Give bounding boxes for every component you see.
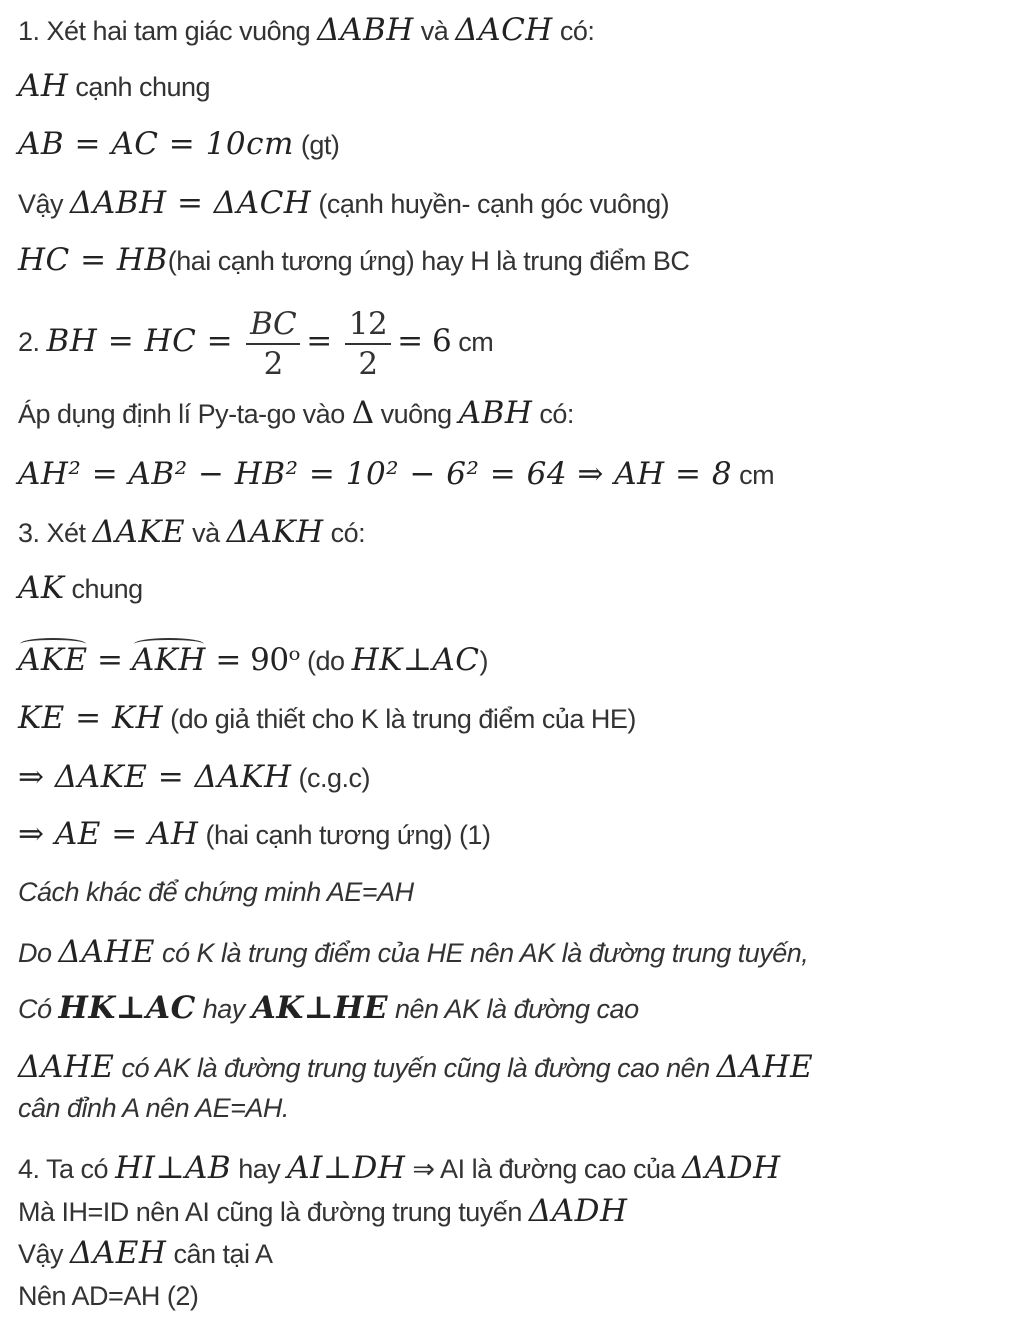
text: chung <box>64 574 143 604</box>
text: Vậy <box>18 1239 71 1269</box>
line-4 <box>18 183 669 224</box>
text: 3. Xét <box>18 518 93 548</box>
line-5 <box>18 240 689 281</box>
math: HK⊥AC <box>58 990 196 1026</box>
text: 1. Xét hai tam giác vuông <box>18 16 318 46</box>
line-8 <box>18 454 774 495</box>
math: = 6 <box>397 323 452 359</box>
fraction-12-over-2 <box>345 305 391 383</box>
line-18 <box>18 1047 813 1088</box>
line-6 <box>18 296 493 387</box>
math: AK⊥HE <box>251 990 388 1026</box>
text: (do giả thiết cho K là trung điểm của HE) <box>163 704 636 734</box>
numerator: 12 <box>345 305 391 345</box>
text: Mà IH=ID nên AI cũng là đường trung tuyến <box>18 1197 529 1227</box>
math: = 90ᵒ <box>205 642 301 678</box>
equals: = <box>87 642 132 678</box>
text: 4. Ta có <box>18 1154 116 1184</box>
text: ⇒ AI là đường cao của <box>405 1154 682 1184</box>
text: 2. <box>18 327 47 357</box>
text: có AK là đường trung tuyến cũng là đường cao nên <box>114 1053 717 1083</box>
text: cạnh chung <box>68 72 211 102</box>
math: ΔAHE <box>58 934 155 970</box>
angle-ake: AKE <box>18 642 88 678</box>
text: nên AK là đường cao <box>387 994 639 1024</box>
text: Áp dụng định lí Py-ta-go vào <box>18 399 352 429</box>
math: ΔABH = ΔACH <box>70 185 312 221</box>
math: HC = HB <box>18 242 168 278</box>
line-22 <box>18 1233 273 1274</box>
text: Do <box>18 938 59 968</box>
text: (hai cạnh tương ứng) (1) <box>198 820 491 850</box>
math: HK⊥AC <box>351 642 480 678</box>
math: ΔAHE <box>18 1049 115 1085</box>
text: (gt) <box>293 130 340 160</box>
line-13 <box>18 757 370 798</box>
text: (do <box>300 646 352 676</box>
text: (c.g.c) <box>291 763 371 793</box>
text: cm <box>732 460 775 490</box>
line-15 <box>18 872 414 912</box>
line-10 <box>18 568 143 609</box>
equals: = <box>306 323 332 359</box>
line-3 <box>18 124 339 165</box>
math: ΔAHE <box>716 1049 814 1085</box>
math: ⇒ AE = AH <box>18 816 199 852</box>
numerator: BC <box>246 305 300 345</box>
text: và <box>185 518 227 548</box>
line-12 <box>18 698 636 739</box>
math: ⇒ ΔAKE = ΔAKH <box>18 759 292 795</box>
math: AI⊥DH <box>287 1150 406 1186</box>
math: ΔACH <box>455 12 553 48</box>
math: Δ <box>351 395 374 431</box>
math: ΔADH <box>681 1150 781 1186</box>
line-1 <box>18 10 594 51</box>
text: có: <box>323 518 366 548</box>
line-7 <box>18 393 574 434</box>
text: Cách khác để chứng minh AE=AH <box>18 877 414 907</box>
text: Có <box>18 994 59 1024</box>
fraction-bc-over-2 <box>246 305 300 383</box>
denominator: 2 <box>263 345 283 382</box>
text: cân đỉnh A nên AE=AH. <box>18 1093 289 1123</box>
line-11 <box>18 640 488 681</box>
math: AH <box>18 68 69 104</box>
math: HI⊥AB <box>115 1150 232 1186</box>
line-20 <box>18 1148 781 1189</box>
text: cân tại A <box>166 1239 273 1269</box>
math: ΔAKH <box>226 514 324 550</box>
text: vuông <box>373 399 459 429</box>
math: KE = KH <box>18 700 164 736</box>
text: và <box>413 16 456 46</box>
denominator: 2 <box>358 345 378 382</box>
math: BH = HC = <box>46 323 234 359</box>
math: ΔAKE <box>92 514 186 550</box>
text: cm <box>451 327 494 357</box>
math: AK <box>18 570 65 606</box>
line-9 <box>18 512 365 553</box>
text: Vậy <box>18 189 71 219</box>
math: ΔADH <box>528 1193 628 1229</box>
math: ABH <box>458 395 533 431</box>
math: AB = AC = 10cm <box>18 126 294 162</box>
line-2 <box>18 66 210 107</box>
line-16 <box>18 932 808 973</box>
text: hay <box>195 994 252 1024</box>
text: ) <box>479 646 489 676</box>
text: (cạnh huyền- cạnh góc vuông) <box>311 189 670 219</box>
text: có K là trung điểm của HE nên AK là đường trung tuyến, <box>154 938 809 968</box>
line-21 <box>18 1191 628 1232</box>
line-19 <box>18 1088 289 1128</box>
line-23 <box>18 1276 198 1316</box>
text: có: <box>532 399 574 429</box>
text: (hai cạnh tương ứng) hay H là trung điểm BC <box>167 246 690 276</box>
angle-akh: AKH <box>131 642 206 678</box>
line-17 <box>18 988 639 1029</box>
text: Nên AD=AH (2) <box>18 1281 199 1311</box>
text: hay <box>231 1154 288 1184</box>
line-14 <box>18 814 490 855</box>
math: ΔABH <box>317 12 414 48</box>
text: có: <box>552 16 595 46</box>
math: AH² = AB² − HB² = 10² − 6² = 64 ⇒ AH = 8 <box>18 456 733 492</box>
math: ΔAEH <box>70 1235 167 1271</box>
